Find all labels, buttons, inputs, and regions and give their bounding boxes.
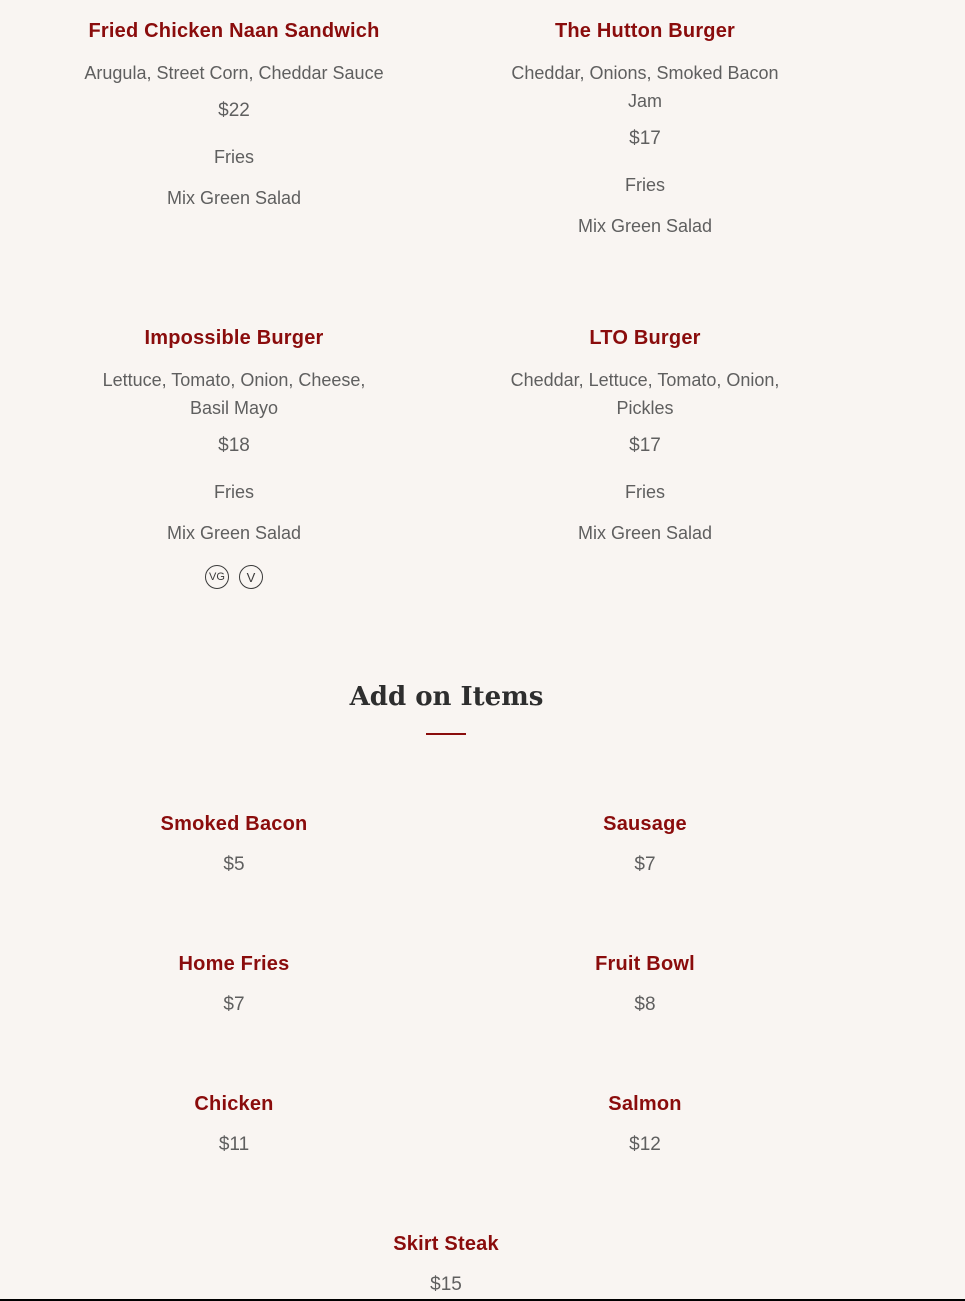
addon-item-salmon xyxy=(495,1092,795,1157)
menu-item-the-hutton-burger xyxy=(500,19,790,238)
menu-item-side: Mix Green Salad xyxy=(166,523,302,543)
vegan-badge-icon: VG xyxy=(205,565,229,589)
menu-item-description: Arugula, Street Corn, Cheddar Sauce xyxy=(84,63,384,83)
addon-item-name: Smoked Bacon xyxy=(160,813,308,835)
menu-item-side: Mix Green Salad xyxy=(577,216,713,236)
menu-item-name: LTO Burger xyxy=(589,327,701,349)
menu-item-description: Cheddar, Onions, Smoked Bacon Jam xyxy=(511,63,779,111)
menu-item-side: Fries xyxy=(625,175,665,195)
addon-item-price: $15 xyxy=(430,1274,462,1295)
addon-item-skirt-steak xyxy=(296,1232,596,1297)
addon-item-price: $12 xyxy=(629,1134,661,1155)
menu-item-fried-chicken-naan-sandwich xyxy=(64,19,404,210)
menu-item-description: Lettuce, Tomato, Onion, Cheese, Basil Mayo xyxy=(102,370,366,418)
addon-item-home-fries xyxy=(84,952,384,1017)
menu-item-description: Cheddar, Lettuce, Tomato, Onion, Pickles xyxy=(510,370,780,418)
menu-item-side: Fries xyxy=(625,482,665,502)
section-title-add-on-items: Add on Items xyxy=(349,682,544,712)
addon-item-name: Home Fries xyxy=(178,953,290,975)
menu-item-side: Fries xyxy=(214,482,254,502)
addon-item-name: Skirt Steak xyxy=(393,1233,499,1255)
addon-item-price: $11 xyxy=(218,1134,250,1155)
addon-item-name: Fruit Bowl xyxy=(595,953,695,975)
dietary-badges xyxy=(94,565,374,589)
addon-item-fruit-bowl xyxy=(495,952,795,1017)
menu-item-price: $18 xyxy=(218,435,250,456)
menu-item-side: Mix Green Salad xyxy=(577,523,713,543)
vegetarian-badge-icon: V xyxy=(239,565,263,589)
addon-item-price: $8 xyxy=(634,994,656,1015)
menu-item-price: $17 xyxy=(629,128,661,149)
addon-item-price: $7 xyxy=(223,994,245,1015)
addon-item-name: Sausage xyxy=(603,813,687,835)
menu-item-price: $22 xyxy=(218,100,250,121)
addon-item-chicken xyxy=(84,1092,384,1157)
addon-item-name: Chicken xyxy=(194,1093,274,1115)
menu-item-side: Mix Green Salad xyxy=(166,188,302,208)
menu-item-impossible-burger xyxy=(94,326,374,589)
menu-item-side: Fries xyxy=(214,147,254,167)
menu-item-name: The Hutton Burger xyxy=(554,20,736,42)
menu-item-lto-burger xyxy=(500,326,790,545)
addon-item-price: $5 xyxy=(223,854,245,875)
addon-item-sausage xyxy=(495,812,795,877)
menu-item-name: Impossible Burger xyxy=(144,327,324,349)
menu-item-price: $17 xyxy=(629,435,661,456)
addon-item-smoked-bacon xyxy=(84,812,384,877)
section-divider xyxy=(426,733,466,735)
addon-item-name: Salmon xyxy=(608,1093,682,1115)
menu-item-name: Fried Chicken Naan Sandwich xyxy=(88,20,380,42)
addon-item-price: $7 xyxy=(634,854,656,875)
